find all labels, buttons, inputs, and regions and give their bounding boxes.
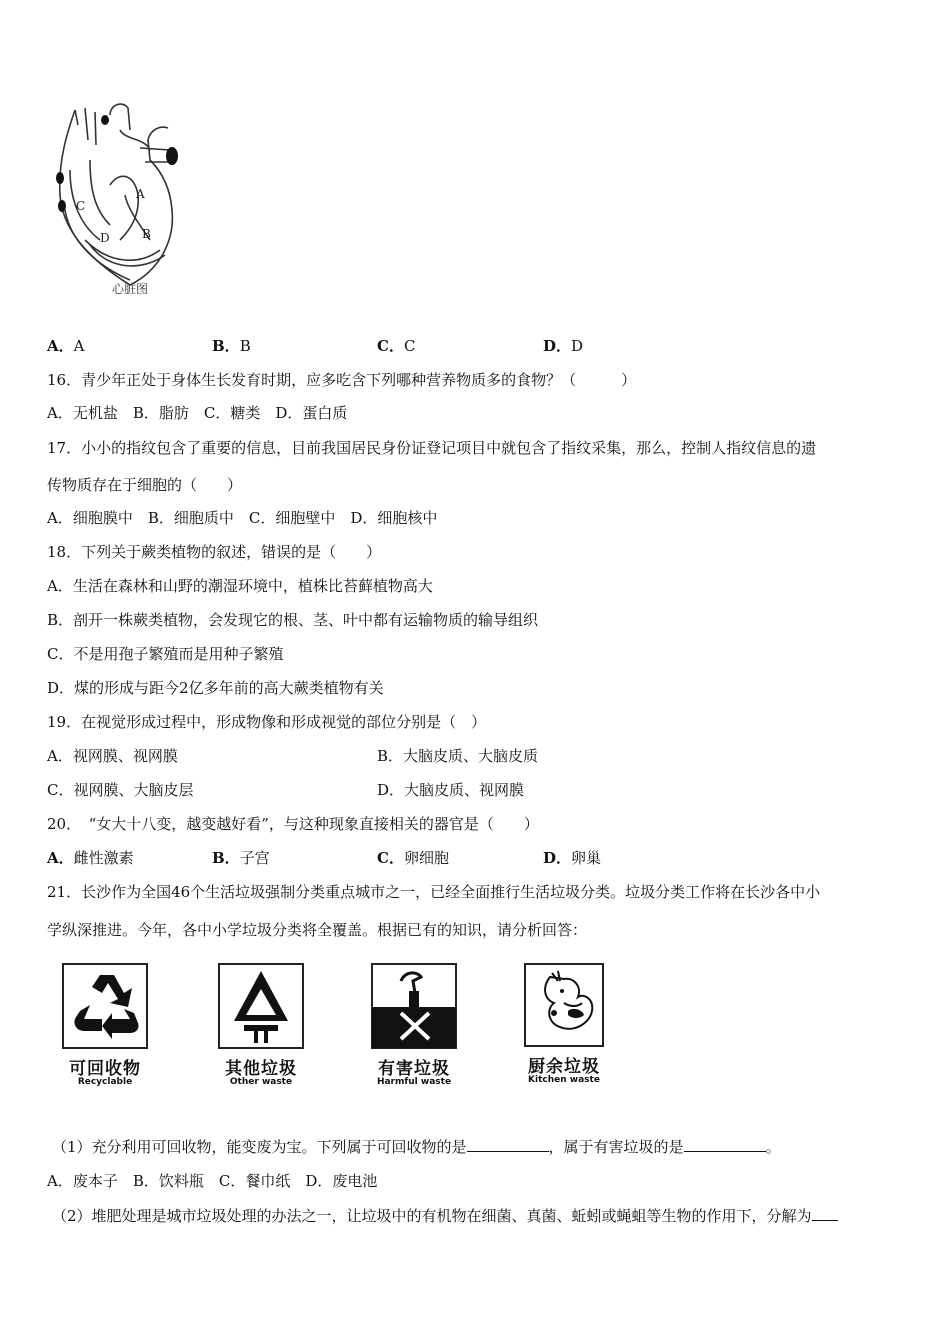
q19-option-a: A．视网膜、视网膜 <box>47 747 178 765</box>
q20-stem: 20． “女大十八变，越变越好看”，与这种现象直接相关的器官是（ ） <box>47 815 539 833</box>
answer-blank-recyclable[interactable] <box>467 1137 549 1152</box>
q19-option-d: D．大脑皮质、视网膜 <box>377 781 525 799</box>
q16-stem: 16．青少年正处于身体生长发育时期，应多吃含下列哪种营养物质多的食物？（ ） <box>47 371 637 389</box>
bin-harmful-waste: 有害垃圾 Harmful waste <box>376 1059 452 1087</box>
q19-option-c: C．视网膜、大脑皮层 <box>47 781 194 799</box>
q20-option-d: D．卵巢 <box>543 849 602 867</box>
q16-options: A．无机盐 B．脂肪 C．糖类 D．蛋白质 <box>47 404 348 422</box>
q21-stem-line1: 21．长沙作为全国46个生活垃圾强制分类重点城市之一，已经全面推行生活垃圾分类。垃圾分类工作将在长沙各中小 <box>47 883 821 901</box>
q18-stem: 18．下列关于蕨类植物的叙述，错误的是（ ） <box>47 543 382 561</box>
bin-other-waste: 其他垃圾 Other waste <box>225 1059 297 1087</box>
bin-recyclable: 可回收物 Recyclable <box>69 1059 141 1087</box>
q15-option-c: C．C <box>377 337 416 355</box>
heart-caption: 心脏图 <box>112 282 149 296</box>
q21-part1: （1）充分利用可回收物，能变废为宝。下列属于可回收物的是 ，属于有害垃圾的是 。 <box>52 1138 781 1156</box>
q17-stem-line2: 传物质存在于细胞的（ ） <box>47 476 243 494</box>
q18-option-c: C．不是用孢子繁殖而是用种子繁殖 <box>47 645 284 663</box>
q15-option-b: B．B <box>212 337 251 355</box>
q21-part1-options: A．废本子 B．饮料瓶 C．餐巾纸 D．废电池 <box>47 1172 378 1190</box>
harmful-waste-icon <box>371 963 457 1049</box>
bin-kitchen-waste: 厨余垃圾 Kitchen waste <box>528 1057 600 1085</box>
q15-option-d: D．D <box>543 337 584 355</box>
other-waste-icon <box>218 963 304 1049</box>
kitchen-waste-icon <box>524 963 604 1047</box>
answer-blank-decompose[interactable] <box>812 1206 838 1221</box>
heart-label-d: D <box>100 231 110 245</box>
heart-diagram <box>50 100 190 305</box>
q15-option-a: A．A <box>47 337 85 355</box>
heart-label-c: C <box>76 199 86 213</box>
q20-option-c: C．卵细胞 <box>377 849 449 867</box>
q18-option-a: A．生活在森林和山野的潮湿环境中，植株比苔藓植物高大 <box>47 577 433 595</box>
q18-option-b: B．剖开一株蕨类植物，会发现它的根、茎、叶中都有运输物质的输导组织 <box>47 611 539 629</box>
q21-stem-line2: 学纵深推进。今年，各中小学垃圾分类将全覆盖。根据已有的知识，请分析回答： <box>47 921 588 939</box>
q17-stem-line1: 17．小小的指纹包含了重要的信息，目前我国居民身份证登记项目中就包含了指纹采集，那么，控制人指纹信息的遗 <box>47 439 817 457</box>
heart-label-a: A <box>136 187 145 201</box>
q18-option-d: D．煤的形成与距今2亿多年前的高大蕨类植物有关 <box>47 679 384 697</box>
recyclable-icon <box>62 963 148 1049</box>
q19-option-b: B．大脑皮质、大脑皮质 <box>377 747 539 765</box>
q19-stem: 19．在视觉形成过程中，形成物像和形成视觉的部位分别是（ ） <box>47 713 487 731</box>
heart-label-b: B <box>142 227 151 241</box>
answer-blank-harmful[interactable] <box>684 1137 766 1152</box>
q21-part2: （2）堆肥处理是城市垃圾处理的办法之一，让垃圾中的有机物在细菌、真菌、蚯蚓或蝇蛆等生物的作用下，分解为 <box>52 1206 838 1226</box>
q20-option-b: B．子宫 <box>212 849 270 867</box>
q17-options: A．细胞膜中 B．细胞质中 C．细胞壁中 D．细胞核中 <box>47 509 438 527</box>
q20-option-a: A．雌性激素 <box>47 849 134 867</box>
